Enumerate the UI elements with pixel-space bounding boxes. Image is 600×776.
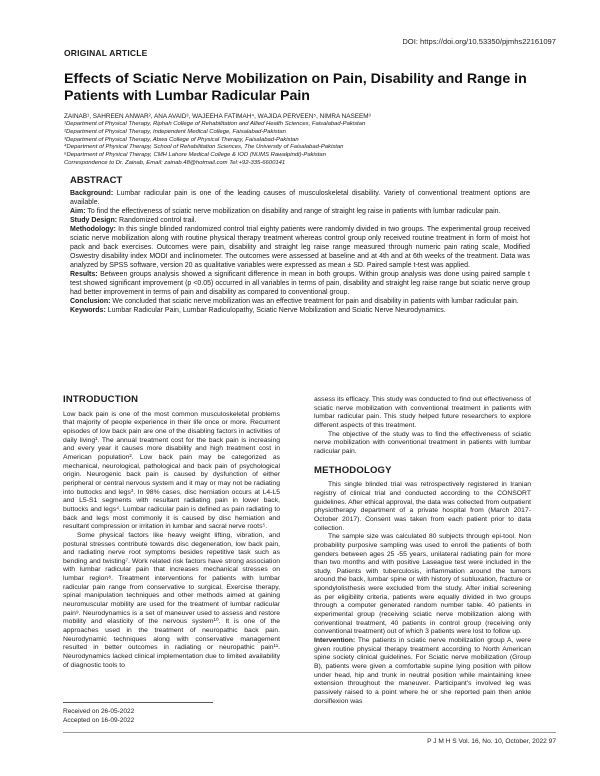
aim-text: To find the effectiveness of sciatic nerve mobilization on disability and range of straight leg raise in patients with lumbar radicular pain. (85, 208, 501, 215)
author-list: ZAINAB¹, SAHREEN ANWAR², ANA AVAID³, WAJEEHA FATIMAH⁴, WAJIDA PERVEEN⁵, NIMRA NASEEM³ (64, 113, 371, 120)
correspondence[interactable]: Correspondence to Dr. Zainab, Email: zainab.48@hotmail.com Tel:+92-335-6600141 (64, 159, 286, 166)
affiliation-3: ³Department of Physical Therapy, Abwa College of Physical Therapy, Faisalabad-Pakistan (64, 136, 299, 143)
abstract-conclusion (70, 297, 530, 306)
design-label: Study Design: (70, 217, 118, 224)
design-text: Randomized control trail. (117, 217, 197, 224)
doi-link[interactable]: DOI: https://doi.org/10.53350/pjmhs22161097 (402, 37, 556, 46)
received-accepted-dates (63, 702, 213, 725)
journal-footer: P J M H S Vol. 16, No. 10, October, 2022 97 (427, 738, 556, 745)
results-label: Results: (70, 271, 98, 278)
abstract-aim (70, 207, 530, 216)
article-title: Effects of Sciatic Nerve Mobilization on Pain, Disability and Range in Patients with Lumbar Radicular Pain (64, 71, 527, 104)
intervention-text: The patients in sciatic nerve mobilization group A, were given routine physical therapy treatment according to North American spine society clinical guidelines. For Sciatic nerve mobilization (Group B), patients were given a comfortable supine lying position with pillow under head, hip and trunk in neutral position while maintaining knee extension throughout the maneuver. Participant's involved leg was passively raised to a point where he or she reported pain then ankle dorsiflexion was (314, 637, 531, 705)
results-text: Between groups analysis showed a significant difference in mean in both groups. Within group analysis was done using paired sample t test showed significant improvement (p <0.05) occurred in all variables in terms of pain, disability and straight leg raise range but sciatic nerve group had better improvement in terms of pain and disability as compared to conventional group. (70, 271, 530, 296)
abstract-keywords (70, 306, 530, 315)
methodology-text: In this single blinded randomized control trial eighty patients were randomly divided in two groups. The experimental group received sciatic nerve mobilization along with routine physical therapy treatment whereas control group only received routine treatment in form of moist hot pack and back exercises. Outcomes were pain, disability and straight leg raise range measured through numeric pain rating scale, Modified Oswestry disability index MODI and inclinometer. The outcomes were assessed at baseline and at 4th and at 6th weeks of the treatment. Data was analyzed by SPSS software, version 20 as qualitative variables were expressed as mean ± SD. Paired sample t-test was applied. (70, 226, 530, 269)
affiliation-1: ¹Department of Physical Therapy, Riphah College of Rehabilitation and Allied Health Sciences, Faisalabad-Pakistan (64, 121, 366, 127)
introduction-continued: assess its efficacy. This study was conducted to find out effectiveness of sciatic nerve mobilization with conventional treatment in patients with lumbar radicular pain. This study helped future researchers to explore different aspects of this treatment. (314, 396, 531, 429)
introduction-paragraph-1: Low back pain is one of the most common musculoskeletal problems that majority of people experience in their life once or more. Recurrent episodes of low back pain are one of the disabling factors in activities of daily living¹. The annual treatment cost for the back pain is increasing and every year it causes more disability and high treatment cost in American population². Low back pain may be categorized as mechanical, neurological, pathological and back pain of psychological origin. Neurogenic back pain is caused by dysfunction of either peripheral or central nervous system and it may or may not be radiating into buttocks and legs³. In 98% cases, disc herniation occurs at L4-L5 and L5-S1 segments with resultant radiating pain in lower back, buttocks and legs⁴. Lumbar radicular pain is defined as pain radiating to back and legs most commonly it is caused by disc herniation and resultant compression or irritation in lumbar and sacral nerve roots⁵. (63, 410, 280, 531)
conclusion-text: We concluded that sciatic nerve mobilization was an effective treatment for pain and disability in patients with lumbar radicular pain. (110, 298, 519, 305)
intervention-label: Intervention: (314, 637, 356, 645)
methodology-heading: METHODOLOGY (314, 464, 392, 476)
author-block (64, 113, 544, 168)
methodology-paragraph-2: The sample size was calculated 80 subjects through epi-tool. Non probability purposive sampling was used to enroll the patients of both genders between ages 25 -55 years, unilateral radiating pain for more than two months and with positive Laseague test were included in the study. Patients with tuberculosis, inflammation around the tumors around the back, lumbar spine or with history of subluxation, fracture or spondylolisthesis were excluded from the study. After initial screening as per eligibility criteria, patients were equally divided in two groups through a computer generated random number table. 40 patients in experimental group (receiving sciatic nerve mobilization along with conventional treatment, 40 patients in control group (receiving only conventional treatment) out of which 3 patients were lost to follow up. (314, 533, 531, 636)
keywords-text: Lumbar Radicular Pain, Lumbar Radiculopathy, Sciatic Nerve Mobilization and Sciatic Nerve Neurodynamics. (105, 307, 446, 314)
left-column (63, 396, 280, 670)
affiliation-5: ⁵Department of Physical Therapy, CMH Lahore Medical College & IOD (NUMS Rawalpindi)-Pakistan (64, 152, 326, 159)
abstract-background (70, 189, 530, 207)
background-text: Lumbar radicular pain is one of the leading causes of musculoskeletal disability. Variety of conventional treatment options are available. (70, 190, 530, 206)
background-label: Background: (70, 190, 114, 197)
article-type-label: ORIGINAL ARTICLE (64, 48, 148, 58)
affiliation-4: ⁴Department of Physical Therapy, School of Rehabilitation Sciences, The University of Faisalabad-Pakistan (64, 144, 344, 151)
methodology-paragraph-1: This single blinded trial was retrospectively registered in Iranian registry of clinical trial and conducted according to the CONSORT guidelines. After ethical approval, the data was collected from outpatient physiotherapy department of a private hospital from (March 2017-October 2017). Consent was taken from each patient prior to data collection. (314, 481, 531, 532)
objective-paragraph: The objective of the study was to find the effectiveness of sciatic nerve mobilization with conventional treatment in patients with lumbar radicular pain. (314, 430, 531, 455)
affiliation-2: ²Department of Physical Therapy, Independent Medical College, Faisalabad-Pakistan (64, 128, 286, 135)
conclusion-label: Conclusion: (70, 298, 111, 305)
right-column (314, 396, 531, 706)
abstract-results (70, 270, 530, 297)
abstract-heading: ABSTRACT (70, 175, 123, 186)
accepted-date: Accepted on 16-09-2022 (63, 717, 135, 724)
aim-label: Aim: (70, 208, 86, 215)
introduction-heading: INTRODUCTION (63, 394, 139, 405)
abstract-design (70, 216, 530, 225)
footer-rule (63, 732, 556, 733)
received-date: Received on 26-05-2022 (63, 708, 135, 715)
introduction-paragraph-2: Some physical factors like heavy weight lifting, vibration, and postural stresses contribute towards disc degeneration, low back pain, and radiating nerve root symptoms besides repetitive task such as bending and twisting⁷. Work related risk factors have strong association with lumbar radicular pain that increases mechanical stresses on lumbar region⁸. Treatment interventions for patients with lumbar radicular pain range from conservative to surgical. Exercise therapy, spinal manipulation techniques and other methods aimed at gaining neuromuscular mobility are used for the treatment of lumbar radicular pain⁹. Neurodynamics is a set of maneuver used to assess and restore mobility and elasticity of the nervous system¹⁰. It is one of the approaches used in the treatment of neuropathic back pain. Neurodynamic techniques along with conservative management resulted in better outcomes in radiating or neuropathic pain¹¹. Neurodynamics lacked clinical implementation due to limited availability of diagnostic tools to (63, 531, 280, 669)
intervention-paragraph (314, 637, 531, 706)
methodology-label: Methodology: (70, 226, 116, 233)
keywords-label: Keywords: (70, 307, 106, 314)
abstract-methodology (70, 225, 530, 270)
